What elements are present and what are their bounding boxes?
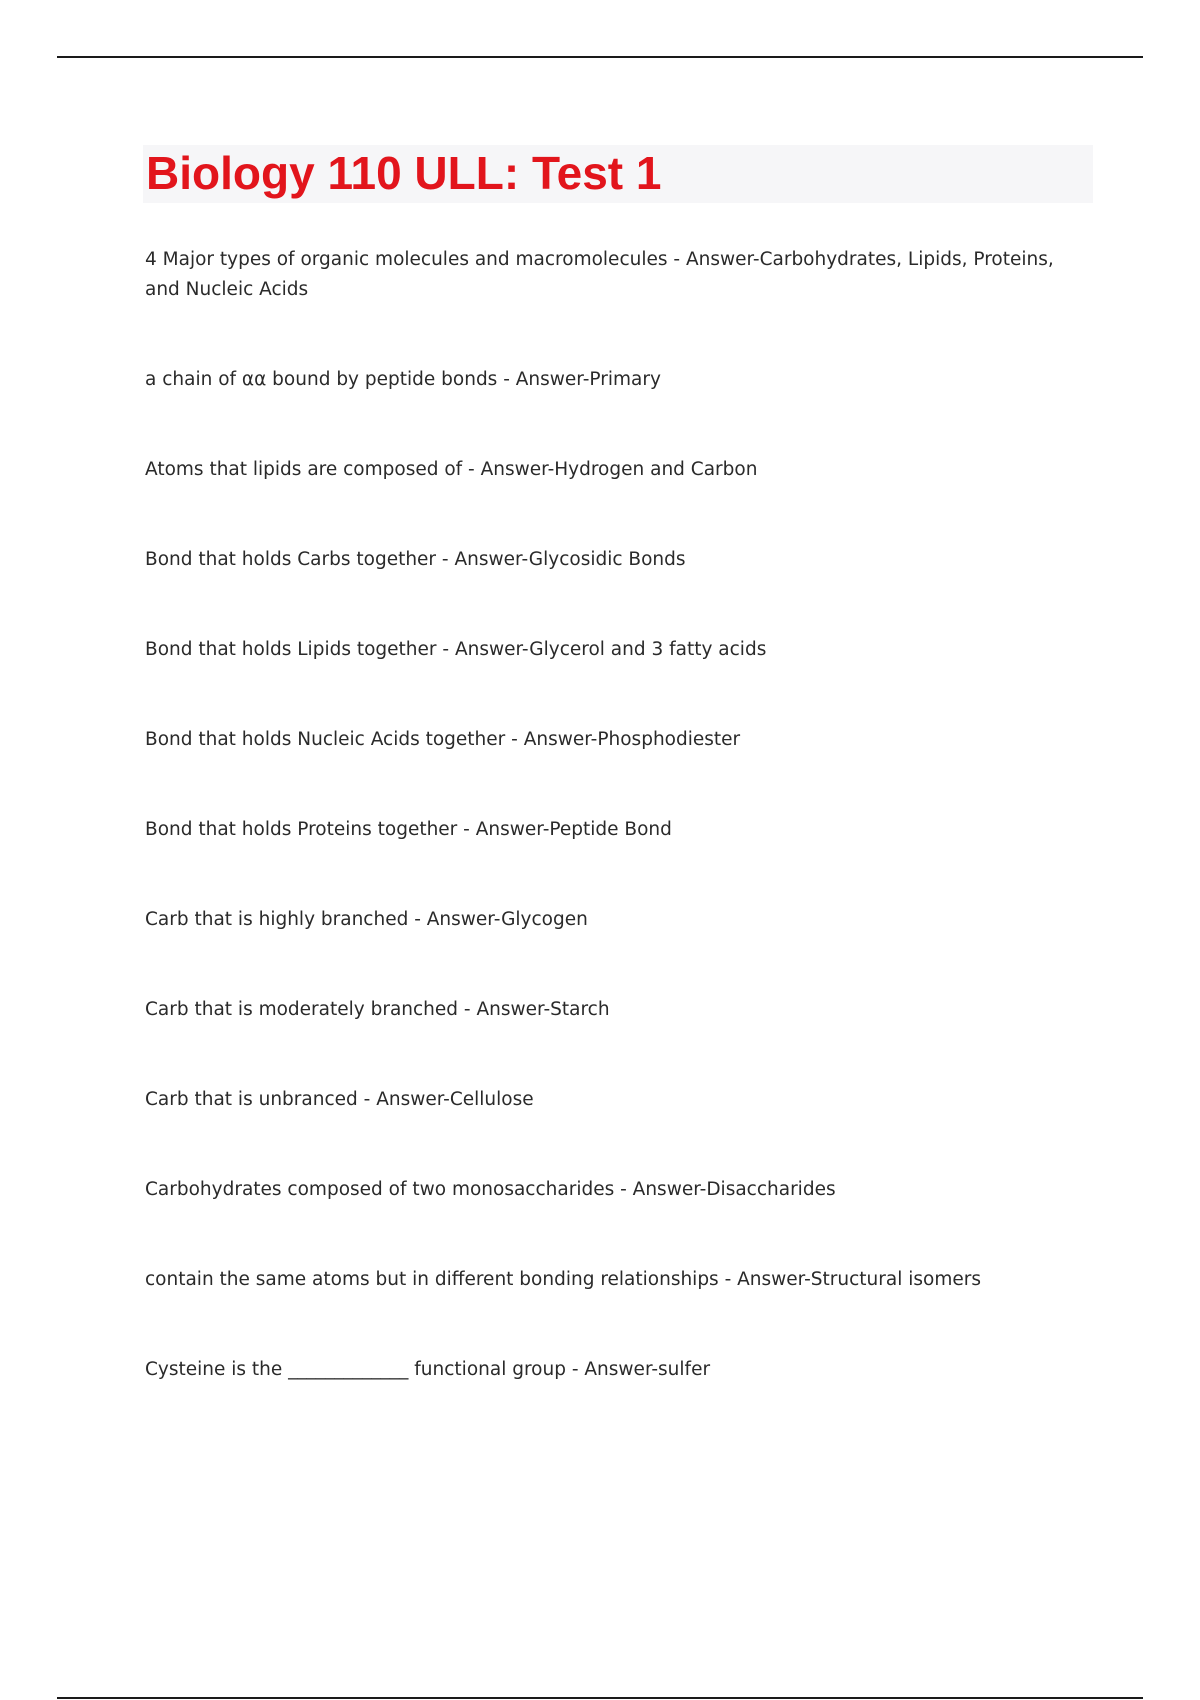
answer-text: Hydrogen and Carbon <box>554 459 758 480</box>
answer-prefix: Answer- <box>426 909 502 930</box>
question-text: a chain of αα bound by peptide bonds <box>145 369 498 390</box>
question-text: Bond that holds Lipids together <box>145 639 437 660</box>
separator: - <box>565 1359 585 1380</box>
separator: - <box>462 459 481 480</box>
question-text: Cysteine is the _____________ functional group <box>145 1359 566 1380</box>
question-text: Carb that is unbranced <box>145 1089 358 1110</box>
separator: - <box>614 1179 633 1200</box>
answer-text: Glycosidic Bonds <box>528 549 686 570</box>
qa-item <box>145 815 1085 845</box>
question-text: 4 Major types of organic molecules and macromolecules <box>145 249 668 270</box>
answer-prefix: Answer- <box>476 999 551 1020</box>
question-text: Atoms that lipids are composed of <box>145 459 463 480</box>
question-text: contain the same atoms but in different bonding relationships <box>145 1269 719 1290</box>
answer-text: Primary <box>589 369 661 390</box>
separator: - <box>718 1269 738 1290</box>
answer-text: Cellulose <box>449 1089 534 1110</box>
separator: - <box>505 729 524 750</box>
question-text: Carb that is moderately branched <box>145 999 459 1020</box>
flashcard-list <box>145 245 1085 1445</box>
bottom-divider <box>57 1697 1143 1699</box>
question-text: Carbohydrates composed of two monosaccharides <box>145 1179 615 1200</box>
separator: - <box>667 249 686 270</box>
answer-text: Glycogen <box>501 909 588 930</box>
answer-prefix: Answer- <box>454 549 529 570</box>
answer-prefix: Answer- <box>685 249 760 270</box>
answer-prefix: Answer- <box>475 819 550 840</box>
qa-item <box>145 1085 1085 1115</box>
separator: - <box>436 549 455 570</box>
qa-item <box>145 1355 1085 1385</box>
answer-prefix: Answer- <box>480 459 555 480</box>
qa-item <box>145 905 1085 935</box>
separator: - <box>357 1089 377 1110</box>
qa-item <box>145 635 1085 665</box>
qa-item <box>145 245 1085 305</box>
answer-prefix: Answer- <box>737 1269 811 1290</box>
qa-item <box>145 995 1085 1025</box>
answer-prefix: Answer- <box>515 369 590 390</box>
question-text: Carb that is highly branched <box>145 909 409 930</box>
answer-prefix: Answer- <box>632 1179 707 1200</box>
question-text: Bond that holds Proteins together <box>145 819 458 840</box>
qa-item <box>145 1175 1085 1205</box>
qa-item <box>145 545 1085 575</box>
top-divider <box>57 56 1143 58</box>
answer-prefix: Answer- <box>454 639 530 660</box>
answer-text: Structural isomers <box>810 1269 981 1290</box>
answer-prefix: Answer- <box>584 1359 659 1380</box>
separator: - <box>457 819 476 840</box>
answer-prefix: Answer- <box>523 729 598 750</box>
answer-text: sulfer <box>658 1359 711 1380</box>
answer-text: Carbohydrates, Lipids, Proteins, and Nucleic Acids <box>145 249 1054 300</box>
qa-item <box>145 365 1085 395</box>
question-text: Bond that holds Nucleic Acids together <box>145 729 506 750</box>
answer-text: Glycerol and 3 fatty acids <box>529 639 767 660</box>
qa-item <box>145 455 1085 485</box>
answer-text: Peptide Bond <box>549 819 672 840</box>
separator: - <box>408 909 427 930</box>
separator: - <box>436 639 455 660</box>
separator: - <box>458 999 477 1020</box>
question-text: Bond that holds Carbs together <box>145 549 437 570</box>
answer-text: Starch <box>550 999 610 1020</box>
page-title: Biology 110 ULL: Test 1 <box>146 147 662 199</box>
answer-text: Disaccharides <box>706 1179 836 1200</box>
qa-item <box>145 725 1085 755</box>
separator: - <box>497 369 516 390</box>
answer-text: Phosphodiester <box>597 729 741 750</box>
qa-item <box>145 1265 1085 1295</box>
answer-prefix: Answer- <box>376 1089 450 1110</box>
